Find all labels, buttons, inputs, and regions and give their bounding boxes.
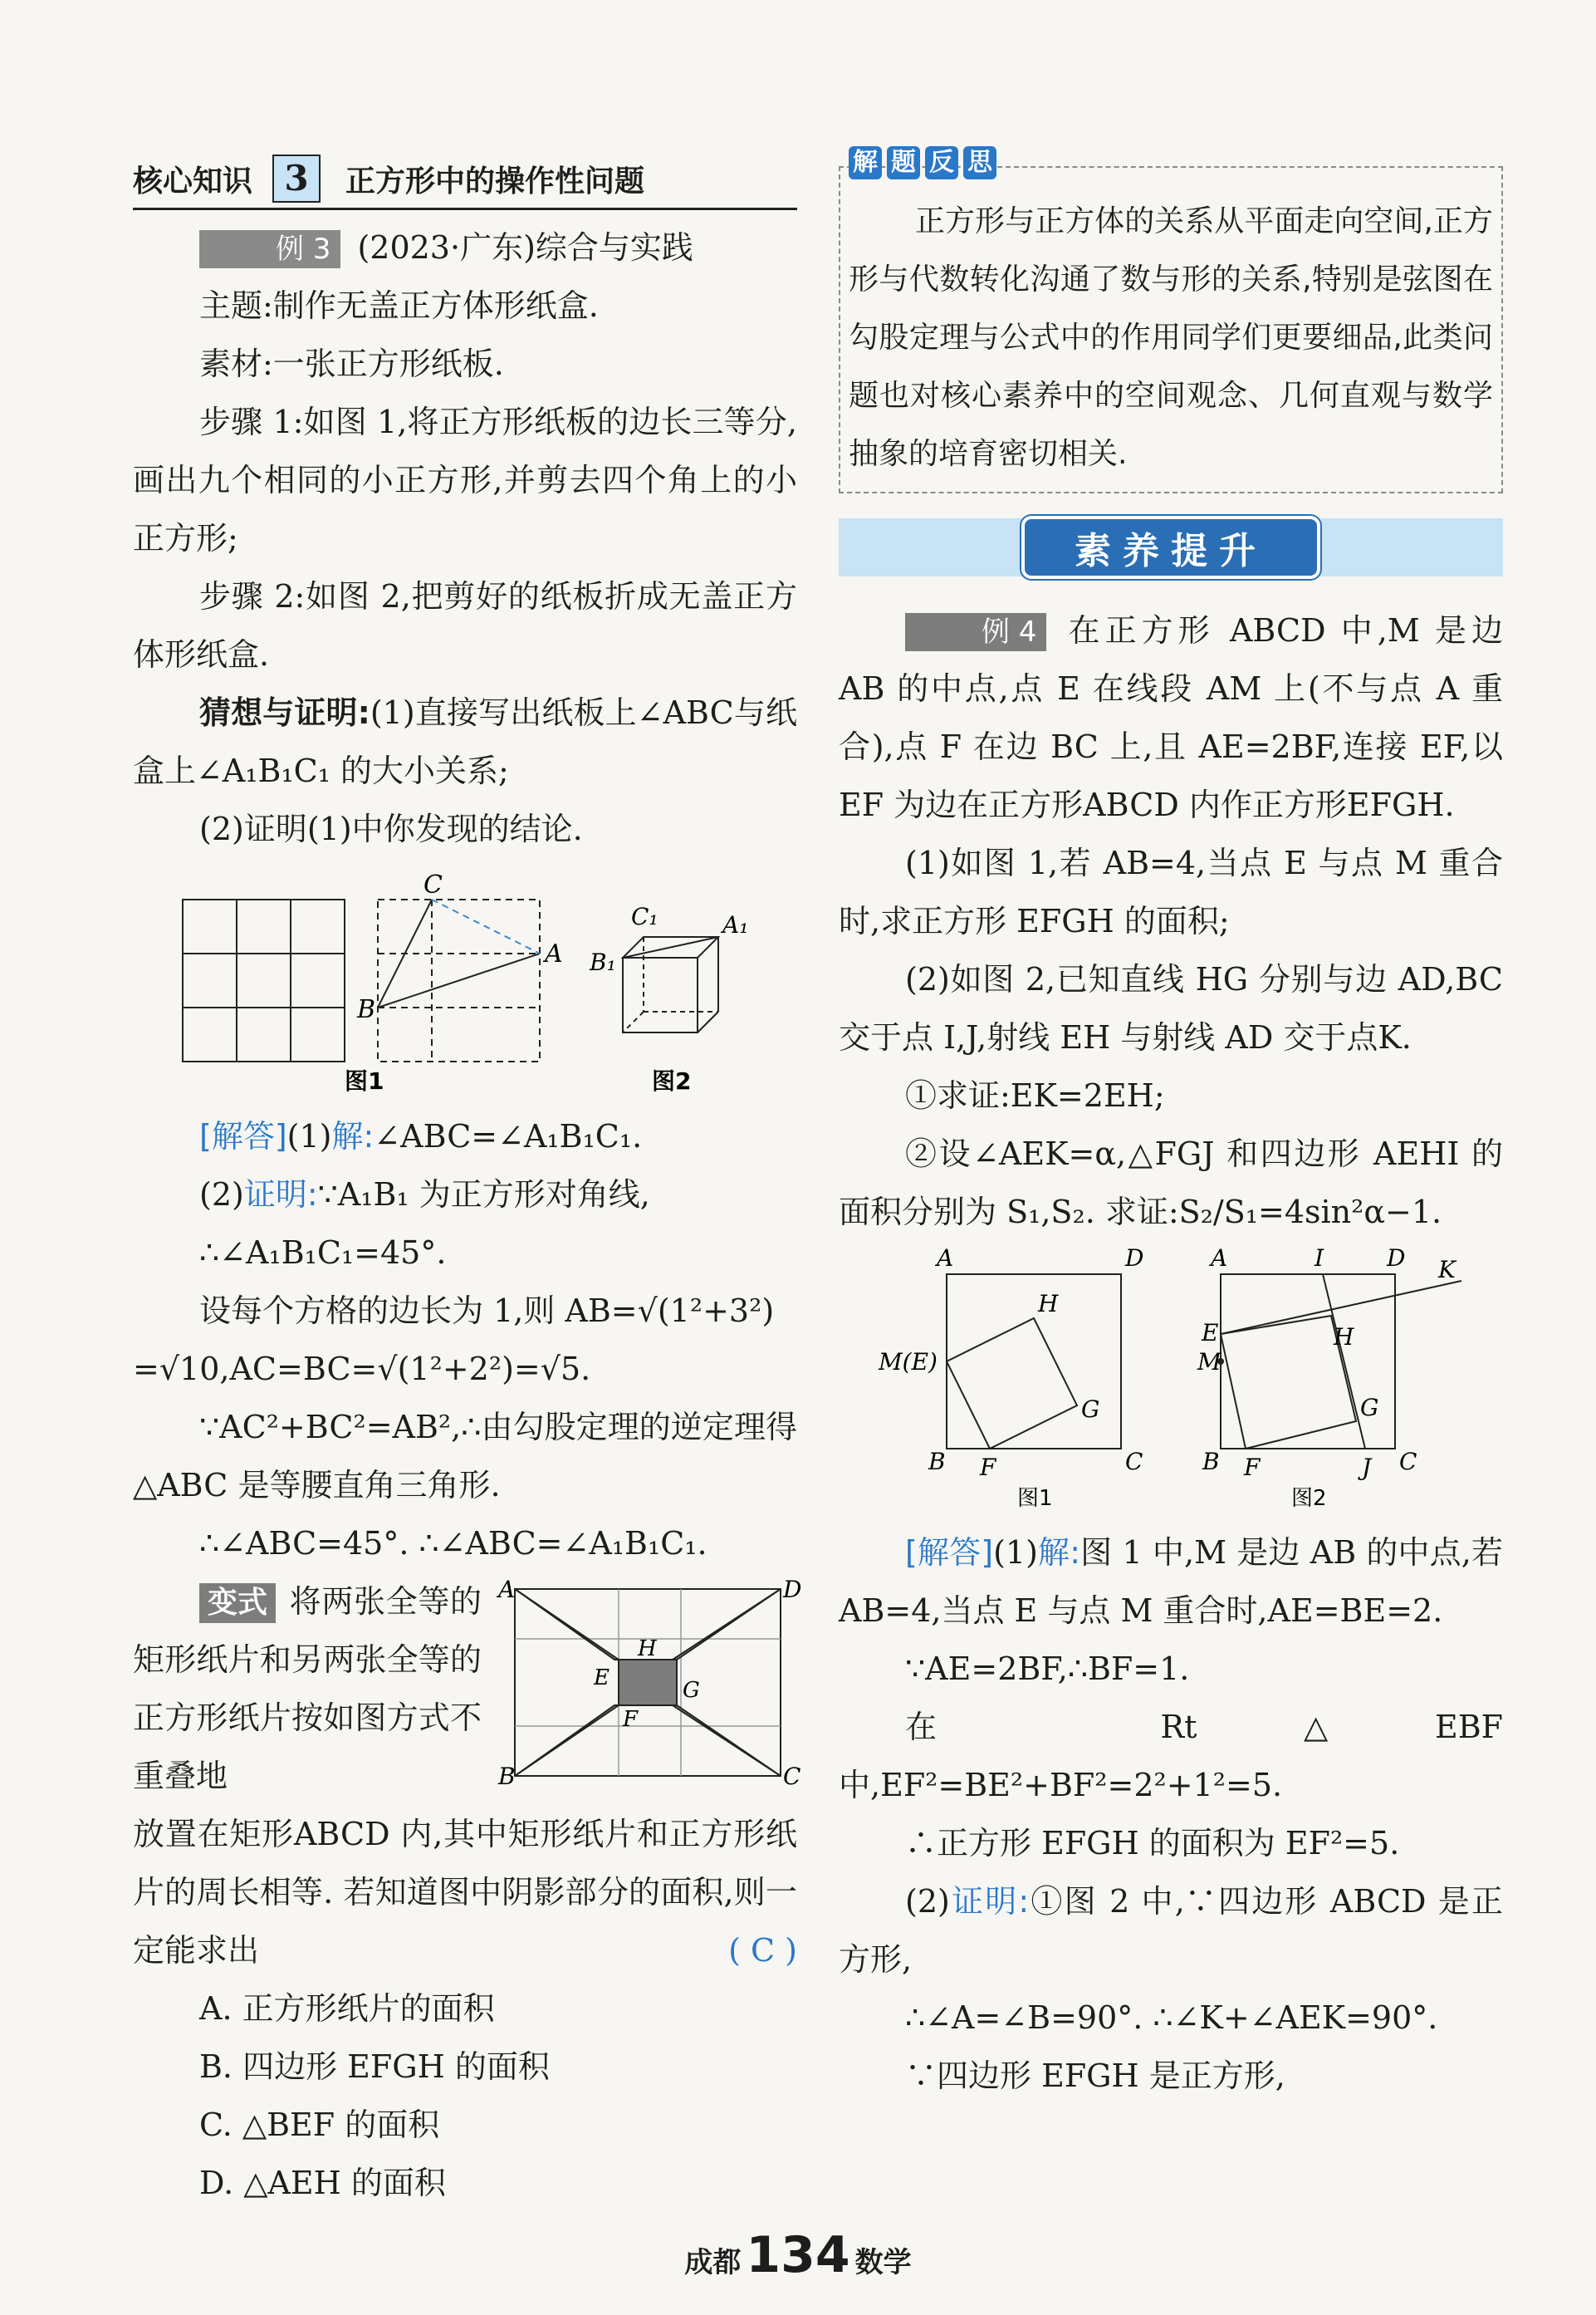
example-4-q2b: ②设∠AEK=α,△FGJ 和四边形 AEHI 的面积分别为 S₁,S₂. 求证:S₂/S₁=4sin²α−1. <box>839 1135 1503 1230</box>
reflection-char-4: 思 <box>963 146 996 179</box>
footer-subject: 数学 <box>854 2246 912 2279</box>
option-c: C. △BEF 的面积 <box>199 2107 440 2143</box>
variant-text-1-body: 将两张全等的矩形纸片和另两张全等的正方形纸片按如图方式不重叠地 <box>133 1583 482 1794</box>
section-header <box>133 150 797 210</box>
example-3-guess <box>133 684 797 800</box>
fig1-label-a: A <box>545 939 563 969</box>
f2-label-c: C <box>1399 1448 1417 1475</box>
f1-label-a: A <box>937 1244 954 1272</box>
right-column <box>839 148 1503 2105</box>
example-3-tag: 例 3 <box>199 230 340 268</box>
option-d: D. △AEH 的面积 <box>199 2165 446 2201</box>
example-4-tag: 例 4 <box>905 613 1046 651</box>
f2-label-m: M <box>1197 1348 1221 1376</box>
left-column <box>133 150 802 2212</box>
reflection-header <box>849 146 1001 179</box>
r-ans-7: ∵四边形 EFGH 是正方形, <box>905 2058 1285 2094</box>
f2-label-d: D <box>1387 1244 1406 1272</box>
r-ans-5 <box>839 1872 1503 1989</box>
fig1-label-b: B <box>357 995 376 1024</box>
f2-label-e: E <box>1202 1319 1219 1346</box>
page-footer <box>0 2226 1596 2284</box>
page-number: 134 <box>746 2226 850 2284</box>
example-3-figures <box>133 866 797 1095</box>
fig2-label-c1: C₁ <box>631 903 658 930</box>
example-3-figures-svg <box>133 866 797 1095</box>
f2-label-g: G <box>1360 1394 1379 1421</box>
f2-label-f: F <box>1244 1454 1261 1481</box>
example-4-figures <box>839 1241 1503 1515</box>
option-a: A. 正方形纸片的面积 <box>199 1990 495 2027</box>
f1-label-h: H <box>1038 1290 1059 1317</box>
ans-2-prefix: (2) <box>199 1176 244 1213</box>
guess-text: (1)直接写出纸板上∠ABC与纸盒上∠A₁B₁C₁ 的大小关系; <box>133 694 797 789</box>
var-label-g: G <box>683 1678 700 1703</box>
f2-caption: 图2 <box>1291 1486 1327 1511</box>
reflection-char-2: 题 <box>887 146 920 179</box>
reflection-box <box>839 148 1503 493</box>
guess-label: 猜想与证明: <box>199 694 370 731</box>
ans-4: 设每个方格的边长为 1,则 AB=√(1²+3²) <box>199 1292 775 1329</box>
fig2-label-a1: A₁ <box>722 911 749 939</box>
example-3-header <box>133 218 797 277</box>
reflection-char-3: 反 <box>925 146 958 179</box>
variant-text-1 <box>133 1572 482 1805</box>
r-ans-1-text: 图 1 中,M 是边 AB 的中点,若 AB=4,当点 E 与点 M 重合时,AE=BE=2. <box>839 1534 1503 1629</box>
var-label-h: H <box>638 1636 657 1661</box>
f1-caption: 图1 <box>1017 1486 1053 1511</box>
example-4-text <box>839 601 1503 834</box>
f1-label-b: B <box>928 1448 946 1475</box>
f2-label-j: J <box>1362 1454 1372 1481</box>
variant-text-2-body: 放置在矩形ABCD 内,其中矩形纸片和正方形纸片的周长相等. 若知道图中阴影部分的面积,则一定能求出 <box>133 1816 797 1969</box>
ans-2-keyword: 证明: <box>243 1176 318 1213</box>
example-3-material: 素材:一张正方形纸板. <box>199 346 504 382</box>
section-title: 正方形中的操作性问题 <box>345 164 645 199</box>
ans-1-text: ∠ABC=∠A₁B₁C₁. <box>374 1118 643 1155</box>
var-label-f: F <box>623 1707 639 1732</box>
fig2-caption: 图2 <box>652 1067 692 1095</box>
cube-figure <box>623 937 718 1032</box>
example-4-q2a: ①求证:EK=2EH; <box>905 1077 1165 1114</box>
var-label-b: B <box>498 1763 516 1790</box>
f2-label-h: H <box>1334 1323 1354 1351</box>
example-4-body: 在正方形 ABCD 中,M 是边 AB 的中点,点 E 在线段 AM 上(不与点 A 重合),点 F 在边 BC 上,且 AE=2BF,连接 EF,以 EF 为边在正方形ABCD 内作正方形EFGH. <box>839 612 1503 823</box>
r-ans-4: ∴正方形 EFGH 的面积为 EF²=5. <box>905 1825 1400 1861</box>
example-3-source: (2023·广东)综合与实践 <box>357 229 693 266</box>
f1-label-me: M(E) <box>879 1348 938 1376</box>
example-4-figures-svg <box>839 1241 1503 1515</box>
r-answer-tag: [解答] <box>905 1534 994 1571</box>
r-ans-5-keyword: 证明: <box>949 1883 1030 1920</box>
section-number: 3 <box>272 154 321 203</box>
r-ans-3: 在 Rt△EBF 中,EF²=BE²+BF²=2²+1²=5. <box>839 1709 1503 1803</box>
variant-tag: 变式 <box>199 1583 276 1623</box>
variant-text-2 <box>133 1805 797 1979</box>
r-ans-1-keyword: 解: <box>1037 1534 1080 1571</box>
option-b: B. 四边形 EFGH 的面积 <box>199 2048 550 2085</box>
r-ans-1 <box>839 1523 1503 1640</box>
example-3-step2: 步骤 2:如图 2,把剪好的纸板折成无盖正方体形纸盒. <box>133 578 797 673</box>
grid-figure <box>183 900 345 1062</box>
f2-label-k: K <box>1438 1256 1456 1283</box>
example-4-q1: (1)如图 1,若 AB=4,当点 E 与点 M 重合时,求正方形 EFGH 的面积; <box>839 845 1503 939</box>
f2-label-b: B <box>1202 1448 1220 1475</box>
f1-label-d: D <box>1125 1244 1144 1272</box>
answer-tag: [解答] <box>199 1118 287 1155</box>
ans-3: ∴∠A₁B₁C₁=45°. <box>199 1234 447 1271</box>
ans-2-text: ∵A₁B₁ 为正方形对角线, <box>317 1176 650 1213</box>
reflection-char-1: 解 <box>849 146 882 179</box>
fig1-caption: 图1 <box>345 1067 384 1095</box>
f2-label-i: I <box>1314 1244 1324 1272</box>
example-3-step1: 步骤 1:如图 1,将正方形纸板的边长三等分,画出九个相同的小正方形,并剪去四个角上的小正方形; <box>133 404 797 557</box>
f1-label-c: C <box>1125 1448 1143 1475</box>
r-ans-1-prefix: (1) <box>993 1534 1038 1571</box>
ans-7: ∴∠ABC=45°. ∴∠ABC=∠A₁B₁C₁. <box>199 1525 707 1562</box>
f1-label-f: F <box>980 1454 996 1481</box>
example-4-q2: (2)如图 2,已知直线 HG 分别与边 AD,BC 交于点 I,J,射线 EH 与射线 AD 交于点K. <box>839 961 1503 1056</box>
fig1-label-c: C <box>423 871 443 900</box>
var-label-c: C <box>783 1763 801 1790</box>
r-ans-2: ∵AE=2BF,∴BF=1. <box>905 1650 1190 1687</box>
r-ans-5-text: ①图 2 中,∵四边形 ABCD 是正方形, <box>839 1883 1503 1978</box>
f1-label-g: G <box>1081 1395 1100 1423</box>
reflection-text: 正方形与正方体的关系从平面走向空间,正方形与代数转化沟通了数与形的关系,特别是弦图在勾股定理与公式中的作用同学们更要细品,此类问题也对核心素养中的空间观念、几何直观与数学抽象的培育密切相关. <box>849 204 1493 471</box>
footer-city: 成都 <box>684 2246 742 2279</box>
example-3-theme: 主题:制作无盖正方体形纸盒. <box>199 287 599 324</box>
example-3-q2: (2)证明(1)中你发现的结论. <box>199 811 583 847</box>
section-banner <box>839 518 1503 576</box>
f2-label-a: A <box>1211 1244 1228 1272</box>
section-label: 核心知识 <box>133 164 253 199</box>
r-ans-6: ∴∠A=∠B=90°. ∴∠K+∠AEK=90°. <box>905 1999 1438 2036</box>
var-label-a: A <box>498 1576 516 1603</box>
ans-5: =√10,AC=BC=√(1²+2²)=√5. <box>133 1351 591 1387</box>
ans-6: ∵AC²+BC²=AB²,∴由勾股定理的逆定理得△ABC 是等腰直角三角形. <box>133 1409 797 1503</box>
triangle-figure <box>378 900 540 1062</box>
var-label-e: E <box>594 1665 610 1690</box>
var-label-d: D <box>783 1576 802 1603</box>
fig2-label-b1: B₁ <box>590 949 616 976</box>
ans-1 <box>133 1107 797 1165</box>
banner-title: 素养提升 <box>1021 516 1320 579</box>
ans-2 <box>133 1165 797 1224</box>
ans-1-prefix: (1) <box>286 1118 332 1155</box>
variant-answer: ( C ) <box>728 1932 797 1969</box>
variant-figure <box>498 1576 802 1790</box>
ans-1-keyword: 解: <box>331 1118 375 1155</box>
r-ans-5-prefix: (2) <box>905 1883 950 1920</box>
variant-block <box>133 1572 802 1805</box>
